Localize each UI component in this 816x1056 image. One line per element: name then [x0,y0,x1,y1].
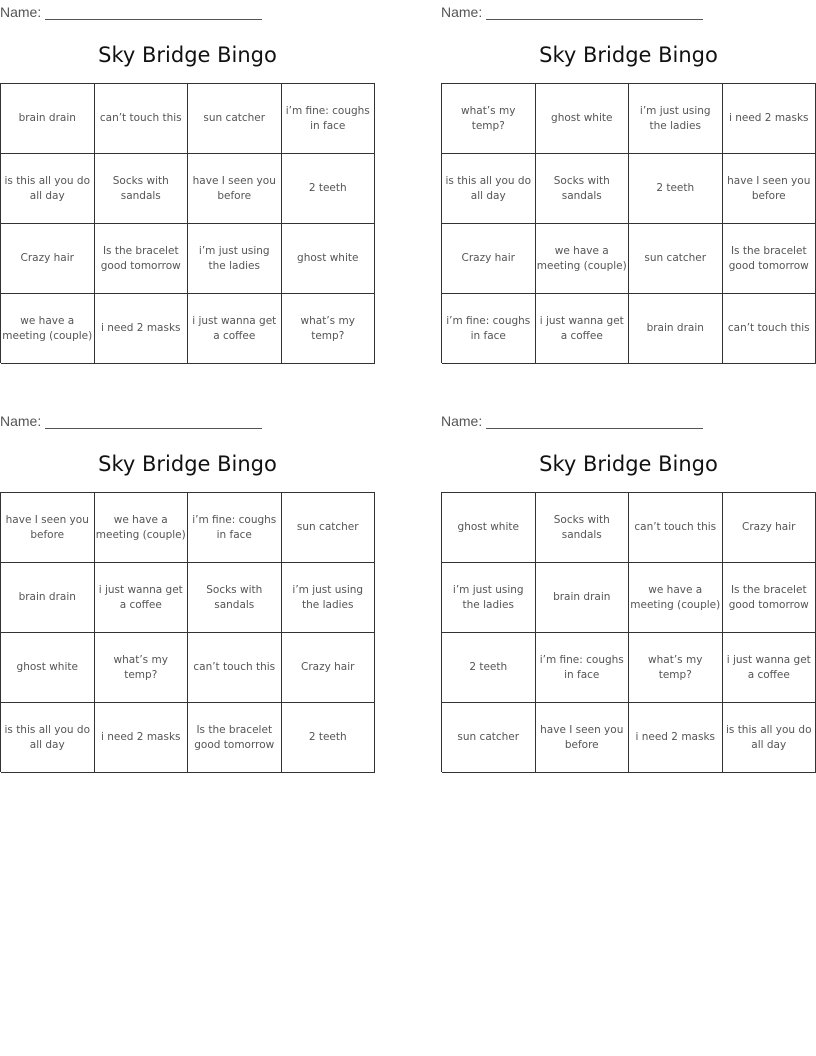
bingo-cell: Is the bracelet good tomorrow [95,224,189,294]
name-line [441,411,703,429]
bingo-cell: sun catcher [188,84,282,154]
bingo-cell: i’m fine: coughs in face [188,493,282,563]
bingo-cell: have I seen you before [188,154,282,224]
bingo-cell: is this all you do all day [1,154,95,224]
bingo-cell: i need 2 masks [95,294,189,364]
bingo-cell: sun catcher [282,493,376,563]
bingo-cell: Is the bracelet good tomorrow [723,224,816,294]
bingo-cell: we have a meeting (couple) [629,563,723,633]
bingo-cell: i need 2 masks [95,703,189,773]
bingo-cell: ghost white [536,84,630,154]
bingo-card-1 [0,0,375,365]
bingo-cell: ghost white [282,224,376,294]
bingo-cell: brain drain [1,84,95,154]
bingo-cell: 2 teeth [629,154,723,224]
bingo-cell: Socks with sandals [95,154,189,224]
name-label: Name: [441,4,483,20]
bingo-cell: we have a meeting (couple) [95,493,189,563]
bingo-cell: what’s my temp? [629,633,723,703]
name-label: Name: [0,4,42,20]
bingo-cell: what’s my temp? [442,84,536,154]
bingo-cell: i’m fine: coughs in face [536,633,630,703]
bingo-cell: i just wanna get a coffee [723,633,816,703]
bingo-cell: 2 teeth [282,154,376,224]
name-blank [45,415,262,429]
bingo-grid [0,83,375,363]
bingo-cell: i just wanna get a coffee [536,294,630,364]
bingo-cell: i’m fine: coughs in face [442,294,536,364]
bingo-cell: is this all you do all day [1,703,95,773]
bingo-cell: Is the bracelet good tomorrow [723,563,816,633]
bingo-card-2 [441,0,816,365]
bingo-card-4 [441,409,816,774]
bingo-cell: i’m fine: coughs in face [282,84,376,154]
name-label: Name: [0,413,42,429]
bingo-cell: can’t touch this [188,633,282,703]
bingo-cell: Crazy hair [442,224,536,294]
bingo-cell: we have a meeting (couple) [1,294,95,364]
name-blank [486,415,703,429]
bingo-cell: sun catcher [629,224,723,294]
bingo-card-3 [0,409,375,774]
bingo-cell: brain drain [536,563,630,633]
bingo-cell: i need 2 masks [629,703,723,773]
bingo-cell: can’t touch this [629,493,723,563]
bingo-cell: brain drain [629,294,723,364]
bingo-cell: Crazy hair [723,493,816,563]
bingo-cell: have I seen you before [723,154,816,224]
bingo-cell: Socks with sandals [188,563,282,633]
bingo-cell: sun catcher [442,703,536,773]
bingo-cell: i need 2 masks [723,84,816,154]
bingo-cell: Crazy hair [1,224,95,294]
bingo-grid [441,83,816,363]
bingo-cell: what’s my temp? [95,633,189,703]
bingo-cell: ghost white [1,633,95,703]
bingo-cell: i’m just using the ladies [629,84,723,154]
card-title: Sky Bridge Bingo [98,43,277,67]
bingo-cell: brain drain [1,563,95,633]
bingo-cell: i’m just using the ladies [188,224,282,294]
bingo-cell: have I seen you before [536,703,630,773]
bingo-cell: i just wanna get a coffee [95,563,189,633]
bingo-cell: 2 teeth [282,703,376,773]
name-blank [45,6,262,20]
name-label: Name: [441,413,483,429]
bingo-cell: can’t touch this [723,294,816,364]
bingo-cell: Socks with sandals [536,493,630,563]
card-title: Sky Bridge Bingo [539,43,718,67]
bingo-cell: Is the bracelet good tomorrow [188,703,282,773]
bingo-cell: i’m just using the ladies [442,563,536,633]
bingo-cell: have I seen you before [1,493,95,563]
bingo-cell: 2 teeth [442,633,536,703]
bingo-cell: what’s my temp? [282,294,376,364]
card-title: Sky Bridge Bingo [539,452,718,476]
bingo-grid [0,492,375,772]
bingo-grid [441,492,816,772]
bingo-cell: is this all you do all day [723,703,816,773]
bingo-cell: Crazy hair [282,633,376,703]
bingo-cell: we have a meeting (couple) [536,224,630,294]
name-line [0,2,262,20]
bingo-cell: Socks with sandals [536,154,630,224]
name-line [441,2,703,20]
name-blank [486,6,703,20]
bingo-cell: i just wanna get a coffee [188,294,282,364]
name-line [0,411,262,429]
bingo-cell: i’m just using the ladies [282,563,376,633]
bingo-cell: ghost white [442,493,536,563]
bingo-cell: can’t touch this [95,84,189,154]
bingo-cell: is this all you do all day [442,154,536,224]
card-title: Sky Bridge Bingo [98,452,277,476]
